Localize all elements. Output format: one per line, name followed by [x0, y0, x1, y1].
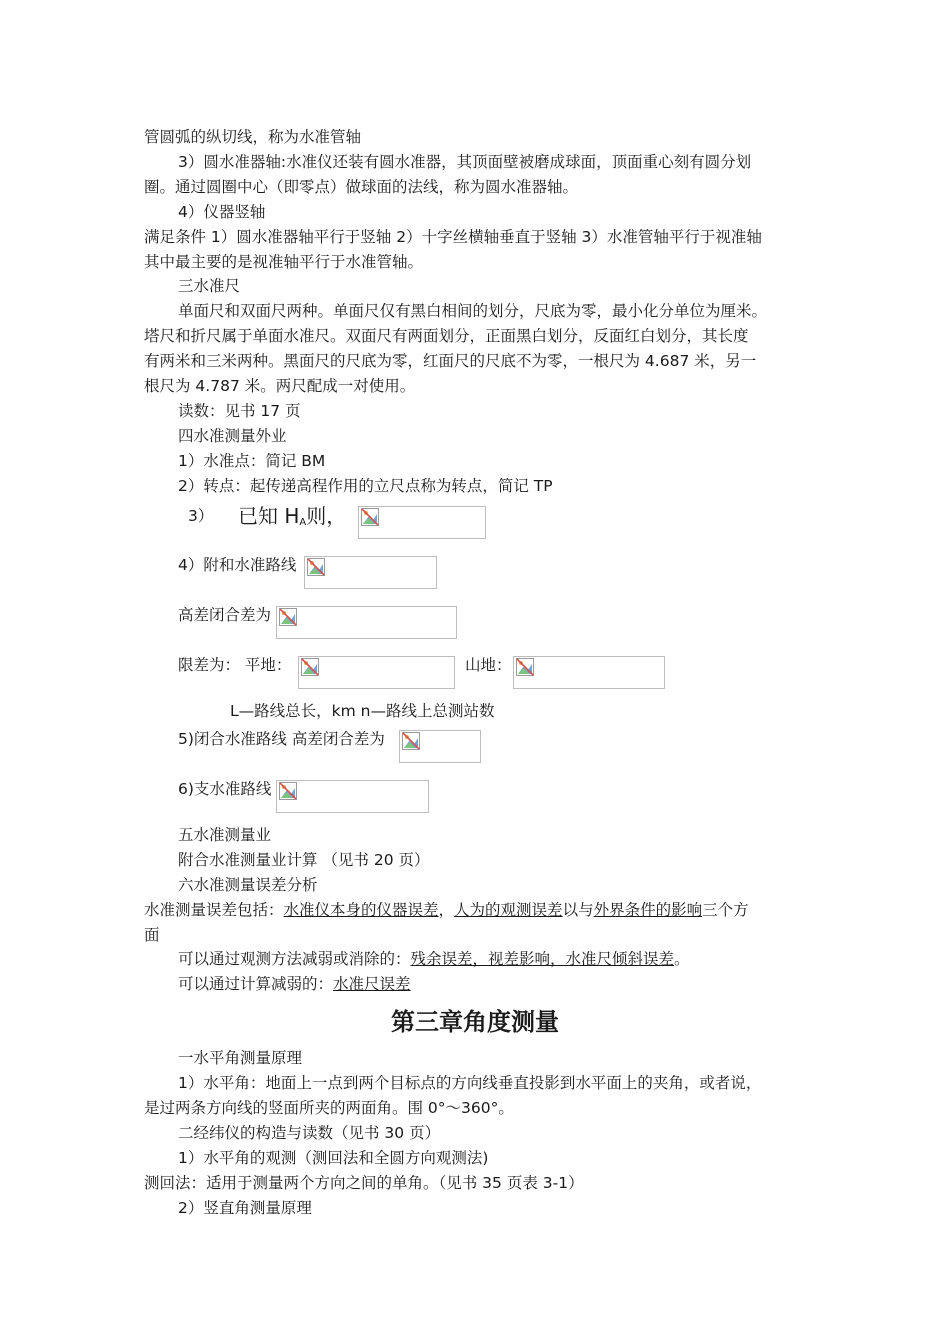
- text-line: 5)闭合水准路线 高差闭合差为: [178, 730, 385, 748]
- text-line: 是过两条方向线的竖面所夹的两面角。围 0°～360°。: [144, 1099, 514, 1117]
- text-line: 2）竖直角测量原理: [178, 1199, 312, 1217]
- text-line: 满足条件 1）圆水准器轴平行于竖轴 2）十字丝横轴垂直于竖轴 3）水准管轴平行于视准轴: [144, 228, 762, 246]
- formula-image: [513, 656, 665, 689]
- formula-image: [399, 730, 481, 763]
- formula-image: [276, 780, 429, 813]
- text-line: 可以通过观测方法减弱或消除的：残余误差，视差影响，水准尺倾斜误差。: [178, 950, 690, 968]
- text-line: 根尺为 4.787 米。两尺配成一对使用。: [144, 377, 416, 395]
- text-line: 塔尺和折尺属于单面水准尺。双面尺有两面划分，正面黑白划分，反面红白划分，其长度: [144, 327, 749, 345]
- broken-image-icon: [279, 782, 297, 800]
- broken-image-icon: [516, 658, 534, 676]
- broken-image-icon: [279, 608, 297, 626]
- section-heading: 六水准测量误差分析: [178, 876, 318, 894]
- section-heading: 五水准测量业: [178, 826, 272, 844]
- broken-image-icon: [361, 508, 379, 526]
- text-line: 水准测量误差包括：水准仪本身的仪器误差，人为的观测误差以与外界条件的影响三个方: [144, 901, 749, 919]
- text-line: 4）仪器竖轴: [178, 203, 266, 221]
- section-heading: 二经纬仪的构造与读数（见书 30 页）: [178, 1124, 441, 1142]
- formula-image: [358, 506, 486, 539]
- text-line: 1）水准点：简记 BM: [178, 452, 326, 470]
- text-line: 1）水平角：地面上一点到两个目标点的方向线垂直投影到水平面上的夹角，或者说，: [178, 1074, 762, 1092]
- text-line: 山地：: [465, 656, 512, 674]
- text-line: 有两米和三米两种。黑面尺的尺底为零，红面尺的尺底不为零，一根尺为 4.687 米，另一: [144, 352, 757, 370]
- text-line: 其中最主要的是视准轴平行于水准管轴。: [144, 253, 424, 271]
- section-heading: 一水平角测量原理: [178, 1049, 303, 1067]
- text-line: 单面尺和双面尺两种。单面尺仅有黑白相间的划分，尺底为零，最小化分单位为厘米。: [178, 302, 768, 320]
- text-line: 高差闭合差为: [178, 606, 272, 624]
- text-line: 测回法：适用于测量两个方向之间的单角。（见书 35 页表 3-1）: [144, 1174, 584, 1192]
- text-line: [188, 506, 213, 526]
- formula-image: [304, 556, 437, 589]
- text-line: 面: [144, 926, 160, 944]
- text-line: 4）附和水准路线: [178, 556, 297, 574]
- section-heading: 三水准尺: [178, 277, 241, 295]
- text-line: 圈。通过圆圈中心（即零点）做球面的法线，称为圆水准器轴。: [144, 178, 579, 196]
- text-line: 2）转点：起传递高程作用的立尺点称为转点，简记 TP: [178, 477, 553, 495]
- text-line: 1）水平角的观测（测回法和全圆方向观测法): [178, 1149, 489, 1167]
- formula-image: [276, 606, 457, 639]
- broken-image-icon: [402, 732, 420, 750]
- text-line: 6)支水准路线: [178, 780, 272, 798]
- text-line: 限差为： 平地：: [178, 656, 292, 674]
- text-line: 管圆弧的纵切线，称为水准管轴: [144, 128, 362, 146]
- formula-label: 已知 $H_A$则，: [238, 504, 347, 528]
- chapter-title: 第三章角度测量: [391, 1008, 559, 1036]
- text-line: 3）圆水准器轴:水准仪还装有圆水准器，其顶面壁被磨成球面，顶面重心刻有圆分划: [178, 153, 752, 171]
- broken-image-icon: [301, 658, 319, 676]
- section-heading: 四水准测量外业: [178, 427, 287, 445]
- broken-image-icon: [307, 558, 325, 576]
- formula-image: [298, 656, 455, 689]
- text-line: L—路线总长，km n—路线上总测站数: [230, 702, 495, 720]
- item-number: 3）: [188, 507, 214, 525]
- text-line: 读数：见书 17 页: [178, 402, 301, 420]
- text-line: 附合水准测量业计算 （见书 20 页）: [178, 851, 430, 869]
- text-line: 可以通过计算减弱的：水准尺误差: [178, 975, 411, 993]
